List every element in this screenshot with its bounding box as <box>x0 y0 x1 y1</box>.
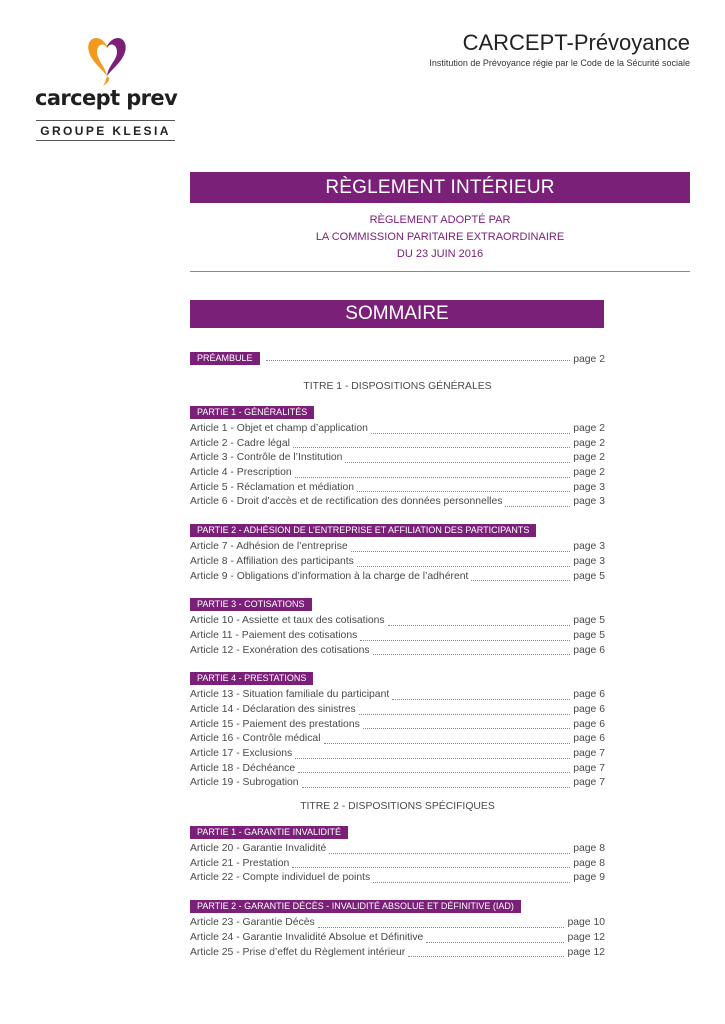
dot-leader <box>388 625 571 626</box>
toc-entry-label: Article 16 - Contrôle médical <box>190 733 321 745</box>
toc-entry[interactable] <box>190 704 605 719</box>
toc-entry-label: Article 4 - Prescription <box>190 467 292 479</box>
dot-leader <box>292 867 570 868</box>
toc-part-label[interactable]: PARTIE 1 - GARANTIE INVALIDITÉ <box>190 826 348 839</box>
toc-part-header <box>190 668 605 686</box>
adoption-line: RÈGLEMENT ADOPTÉ PAR <box>369 214 511 226</box>
toc-page: page 7 <box>573 777 605 789</box>
toc-part <box>190 822 605 887</box>
dot-leader <box>351 551 571 552</box>
toc-part-header <box>190 520 605 538</box>
toc-entry-label: Article 10 - Assiette et taux des cotisations <box>190 615 385 627</box>
titre-1 <box>190 381 605 792</box>
toc-entry[interactable] <box>190 438 605 453</box>
toc-page: page 12 <box>567 931 605 943</box>
dot-leader <box>373 654 571 655</box>
toc-entry[interactable] <box>190 947 605 962</box>
toc-part <box>190 668 605 792</box>
toc-part-header <box>190 822 605 840</box>
titre-2-parts <box>190 822 605 961</box>
organization-subtitle: Institution de Prévoyance régie par le Code de la Sécurité sociale <box>429 58 690 68</box>
toc-page: page 6 <box>573 689 605 701</box>
toc-page: page 5 <box>573 629 605 641</box>
toc-page: page 10 <box>567 917 605 929</box>
logo-divider <box>36 120 175 121</box>
logo-brand-text: carcept prev <box>35 86 178 110</box>
toc-entry[interactable] <box>190 482 605 497</box>
toc-page: page 3 <box>573 541 605 553</box>
toc-entry[interactable] <box>190 843 605 858</box>
dot-leader <box>363 728 570 729</box>
table-of-contents <box>190 349 605 970</box>
dot-leader <box>302 787 571 788</box>
dot-leader <box>318 927 565 928</box>
toc-entry[interactable] <box>190 763 605 778</box>
toc-entry-label: Article 8 - Affiliation des participants <box>190 555 354 567</box>
titre-heading: TITRE 1 - DISPOSITIONS GÉNÉRALES <box>303 381 492 392</box>
toc-entry-label: Article 19 - Subrogation <box>190 777 299 789</box>
toc-part-header <box>190 402 605 420</box>
sommaire-heading: SOMMAIRE <box>190 300 604 328</box>
toc-entry[interactable] <box>190 541 605 556</box>
heart-logo-icon <box>85 32 129 86</box>
dot-leader <box>471 580 570 581</box>
toc-entry[interactable] <box>190 917 605 932</box>
toc-part-label[interactable]: PARTIE 2 - GARANTIE DÉCÈS - INVALIDITÉ ABSOLUE ET DÉFINITIVE (IAD) <box>190 900 521 913</box>
dot-leader <box>298 772 570 773</box>
toc-entry[interactable] <box>190 615 605 630</box>
toc-preambule-label: PRÉAMBULE <box>190 352 260 365</box>
dot-leader <box>360 640 570 641</box>
toc-entry-label: Article 13 - Situation familiale du participant <box>190 689 390 701</box>
toc-part-header <box>190 594 605 612</box>
toc-page: page 5 <box>573 570 605 582</box>
toc-entry[interactable] <box>190 571 605 586</box>
toc-entry[interactable] <box>190 630 605 645</box>
dot-leader <box>359 714 570 715</box>
dot-leader <box>408 956 564 957</box>
toc-entry-label: Article 2 - Cadre légal <box>190 437 290 449</box>
toc-part-label[interactable]: PARTIE 4 - PRESTATIONS <box>190 672 313 685</box>
toc-part-header <box>190 896 605 914</box>
toc-entry-label: Article 24 - Garantie Invalidité Absolue et Définitive <box>190 931 424 943</box>
dot-leader <box>357 566 570 567</box>
toc-entry[interactable] <box>190 496 605 511</box>
toc-page: page 6 <box>573 703 605 715</box>
dot-leader <box>295 477 571 478</box>
toc-entry[interactable] <box>190 452 605 467</box>
toc-entry[interactable] <box>190 932 605 947</box>
toc-part <box>190 520 605 585</box>
toc-page: page 3 <box>573 555 605 567</box>
adoption-line: DU 23 JUIN 2016 <box>396 248 484 260</box>
toc-entry[interactable] <box>190 645 605 660</box>
toc-entry[interactable] <box>190 556 605 571</box>
toc-page: page 6 <box>573 718 605 730</box>
toc-entry-label: Article 15 - Paiement des prestations <box>190 718 360 730</box>
toc-page: page 6 <box>573 733 605 745</box>
toc-page: page 7 <box>573 762 605 774</box>
adoption-statement <box>190 212 690 263</box>
logo-divider <box>36 140 175 141</box>
toc-part <box>190 896 605 961</box>
logo-group-text: GROUPE KLESIA <box>40 124 171 138</box>
toc-entry[interactable] <box>190 467 605 482</box>
adoption-line: LA COMMISSION PARITAIRE EXTRAORDINAIRE <box>315 231 565 243</box>
toc-page: page 2 <box>573 452 605 464</box>
toc-entry-label: Article 7 - Adhésion de l’entreprise <box>190 541 348 553</box>
toc-entry[interactable] <box>190 719 605 734</box>
toc-entry[interactable] <box>190 777 605 792</box>
dot-leader <box>295 758 570 759</box>
toc-part-label[interactable]: PARTIE 3 - COTISATIONS <box>190 598 312 611</box>
titre-2 <box>190 801 605 961</box>
toc-entry[interactable] <box>190 748 605 763</box>
dot-leader <box>329 853 570 854</box>
dot-leader <box>426 942 564 943</box>
toc-entry[interactable] <box>190 423 605 438</box>
toc-page: page 6 <box>573 644 605 656</box>
logo <box>35 30 180 145</box>
toc-entry-label: Article 25 - Prise d’effet du Règlement intérieur <box>190 946 406 958</box>
toc-entry-label: Article 1 - Objet et champ d’application <box>190 423 368 434</box>
toc-entry-label: Article 3 - Contrôle de l’Institution <box>190 452 343 464</box>
toc-entry-label: Article 6 - Droit d’accès et de rectification des données personnelles <box>190 496 503 508</box>
toc-page: page 8 <box>573 857 605 869</box>
toc-page: page 8 <box>573 843 605 855</box>
title-divider <box>190 271 690 272</box>
dot-leader <box>371 433 570 434</box>
dot-leader <box>392 699 570 700</box>
dot-leader <box>293 447 570 448</box>
titre-heading: TITRE 2 - DISPOSITIONS SPÉCIFIQUES <box>300 801 495 813</box>
toc-entry[interactable] <box>190 872 605 887</box>
toc-page: page 12 <box>567 946 605 958</box>
document-title: RÈGLEMENT INTÉRIEUR <box>190 172 690 203</box>
toc-entry-label: Article 21 - Prestation <box>190 857 290 869</box>
organization-name: CARCEPT-Prévoyance <box>462 30 690 55</box>
toc-entry-label: Article 17 - Exclusions <box>190 748 293 759</box>
toc-page: page 3 <box>573 481 605 493</box>
titre-1-parts <box>190 402 605 792</box>
toc-page: page 5 <box>573 615 605 627</box>
dot-leader <box>373 882 570 883</box>
dot-leader <box>266 360 571 361</box>
dot-leader <box>345 462 570 463</box>
toc-entry-label: Article 23 - Garantie Décès <box>190 917 315 929</box>
toc-entry-label: Article 22 - Compte individuel de points <box>190 872 371 884</box>
toc-part <box>190 594 605 659</box>
toc-part-label[interactable]: PARTIE 1 - GÉNÉRALITÉS <box>190 406 314 419</box>
toc-page: page 3 <box>573 496 605 508</box>
toc-page: page 2 <box>573 423 605 434</box>
toc-entry-label: Article 18 - Déchéance <box>190 762 296 774</box>
toc-entry-label: Article 12 - Exonération des cotisations <box>190 644 370 656</box>
toc-part-label[interactable]: PARTIE 2 - ADHÉSION DE L’ENTREPRISE ET AFFILIATION DES PARTICIPANTS <box>190 524 536 537</box>
toc-entry[interactable] <box>190 858 605 873</box>
toc-page: page 9 <box>573 872 605 884</box>
dot-leader <box>324 743 571 744</box>
toc-entry-label: Article 20 - Garantie Invalidité <box>190 843 327 855</box>
toc-part <box>190 402 605 511</box>
toc-entry-label: Article 5 - Réclamation et médiation <box>190 481 355 493</box>
toc-page: page 2 <box>573 467 605 479</box>
toc-entry-label: Article 11 - Paiement des cotisations <box>190 629 358 641</box>
dot-leader <box>357 491 570 492</box>
toc-preambule[interactable] <box>190 349 605 365</box>
toc-page: page 7 <box>573 748 605 759</box>
toc-entry[interactable] <box>190 733 605 748</box>
toc-page: page 2 <box>573 354 605 365</box>
toc-page: page 2 <box>573 437 605 449</box>
dot-leader <box>505 506 570 507</box>
toc-entry-label: Article 14 - Déclaration des sinistres <box>190 703 356 715</box>
toc-entry-label: Article 9 - Obligations d’information à la charge de l’adhérent <box>190 570 469 582</box>
toc-entry[interactable] <box>190 689 605 704</box>
